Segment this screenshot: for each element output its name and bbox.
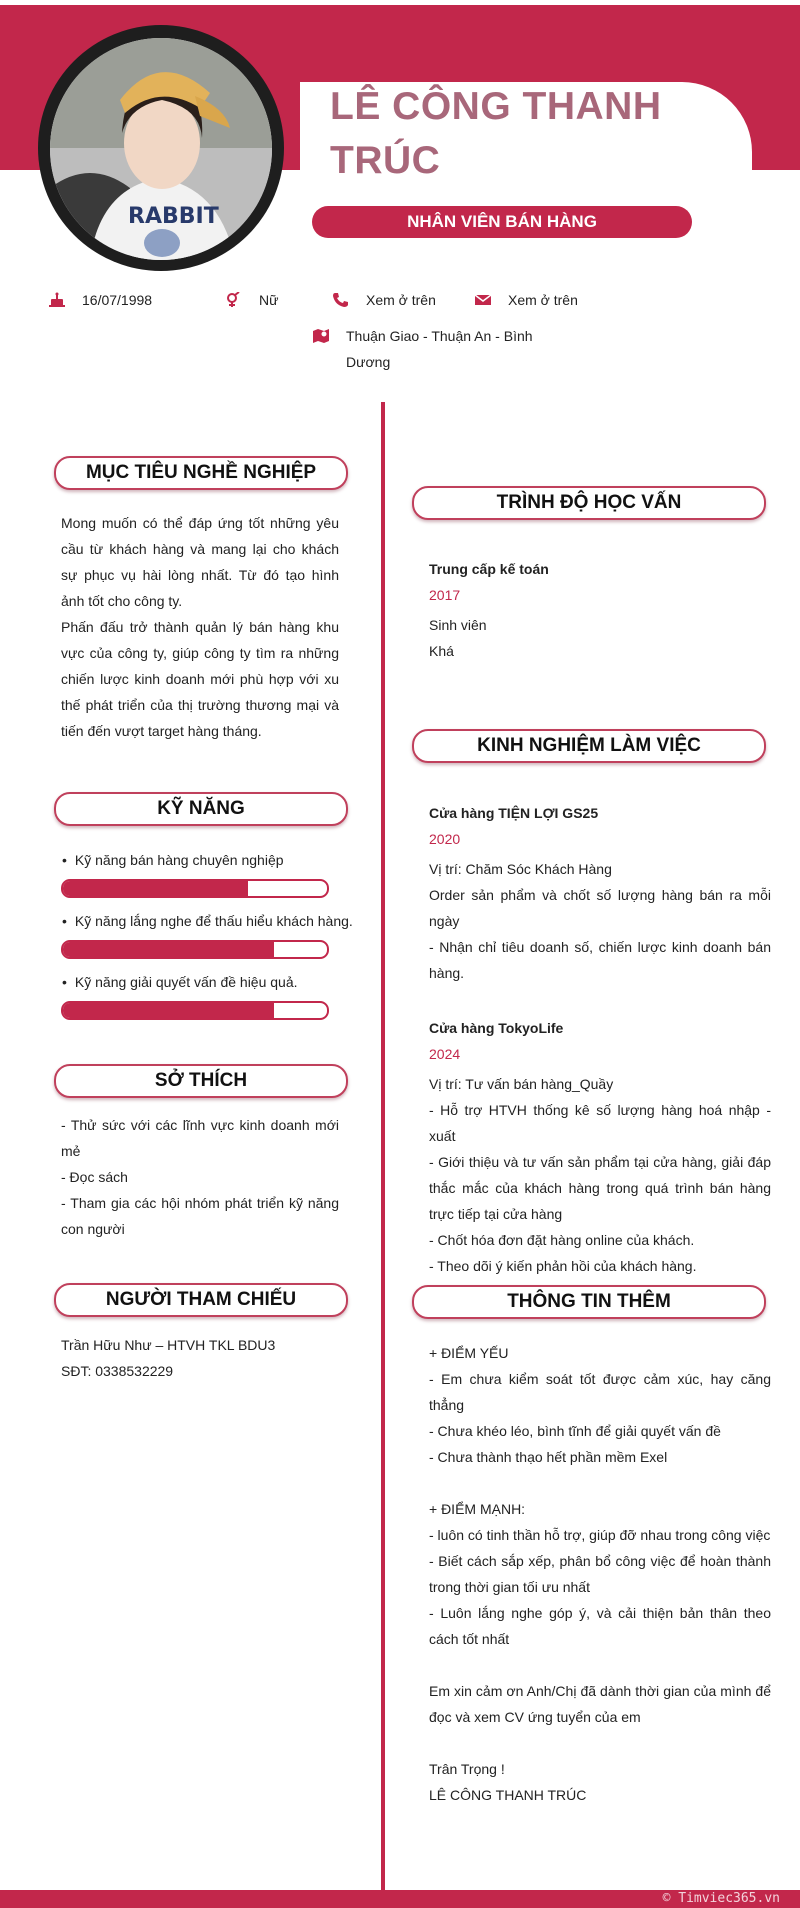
svg-text:RABBIT: RABBIT xyxy=(128,204,219,229)
skills-heading: KỸ NĂNG xyxy=(54,792,348,826)
job-title: NHÂN VIÊN BÁN HÀNG xyxy=(312,206,692,238)
objective-text xyxy=(61,510,339,744)
birthday-value: 16/07/1998 xyxy=(82,292,153,308)
education-block xyxy=(429,556,771,664)
phone-info xyxy=(332,292,436,308)
education-line: Sinh viên xyxy=(429,617,487,633)
weakness-line: - Chưa thành thạo hết phần mềm Exel xyxy=(429,1449,668,1465)
hobbies-heading: SỞ THÍCH xyxy=(54,1064,348,1098)
education-heading: TRÌNH ĐỘ HỌC VẤN xyxy=(412,486,766,520)
extra-block xyxy=(429,1340,771,1808)
school-name: Trung cấp kế toán xyxy=(429,561,549,577)
signature-text: LÊ CÔNG THANH TRÚC xyxy=(429,1787,587,1803)
gender-info xyxy=(225,292,278,308)
hobbies-text xyxy=(61,1112,339,1242)
education-line: Khá xyxy=(429,643,454,659)
job-company: Cửa hàng TIỆN LỢI GS25 xyxy=(429,805,599,821)
hobby-line: - Thử sức với các lĩnh vực kinh doanh mới mẻ xyxy=(61,1117,339,1159)
avatar-illustration xyxy=(50,38,272,260)
references-heading: NGƯỜI THAM CHIẾU xyxy=(54,1283,348,1317)
skill-label: • Kỹ năng giải quyết vấn đề hiệu quả. xyxy=(62,974,298,990)
strength-title: + ĐIỂM MẠNH: xyxy=(429,1501,526,1517)
job-line: - Chốt hóa đơn đặt hàng online của khách. xyxy=(429,1232,695,1248)
strength-line: - luôn có tinh thần hỗ trợ, giúp đỡ nhau trong công việc xyxy=(429,1527,771,1543)
job-line: - Theo dõi ý kiến phản hồi của khách hàng. xyxy=(429,1258,697,1274)
hobby-line: - Đọc sách xyxy=(61,1169,128,1185)
map-icon xyxy=(312,328,334,344)
footer-watermark: © Timviec365.vn xyxy=(662,1891,780,1906)
cake-icon xyxy=(48,292,70,308)
references-text xyxy=(61,1332,339,1384)
objective-paragraph: Phấn đấu trở thành quản lý bán hàng khu vực của công ty, giúp công ty tìm ra những chiến lược kinh doanh mới phù hợp với xu thế phát triển của thị trường thương mại và tiến đến vượt target hàng tháng. xyxy=(61,619,339,739)
reference-line: Trần Hữu Như – HTVH TKL BDU3 xyxy=(61,1337,276,1353)
thanks-text: Em xin cảm ơn Anh/Chị đã dành thời gian của mình để đọc và xem CV ứng tuyển của em xyxy=(429,1683,771,1725)
birthday-info xyxy=(48,292,152,308)
column-divider xyxy=(381,402,385,1890)
objective-paragraph: Mong muốn có thể đáp ứng tốt những yêu cầu từ khách hàng và mang lại cho khách sự phục vụ hài lòng nhất. Từ đó tạo hình ảnh tốt cho công ty. xyxy=(61,515,339,609)
skill-bar-fill xyxy=(63,942,274,957)
closing-text: Trân Trọng ! xyxy=(429,1761,505,1777)
skill-bar xyxy=(61,1001,329,1020)
skill-bar-fill xyxy=(63,881,248,896)
footer-band xyxy=(0,1890,800,1908)
phone-value: Xem ở trên xyxy=(366,292,436,308)
job-line: Order sản phẩm và chốt số lượng hàng bán ra mỗi ngày xyxy=(429,887,771,929)
address-value: Thuận Giao - Thuận An - Bình Dương xyxy=(346,328,533,370)
skill-bar xyxy=(61,879,329,898)
address-info xyxy=(312,328,541,375)
skill-label: • Kỹ năng lắng nghe để thấu hiểu khách hàng. xyxy=(62,913,353,929)
job-role: Vị trí: Tư vấn bán hàng_Quầy xyxy=(429,1076,614,1092)
education-year: 2017 xyxy=(429,587,461,603)
extra-heading: THÔNG TIN THÊM xyxy=(412,1285,766,1319)
experience-heading: KINH NGHIỆM LÀM VIỆC xyxy=(412,729,766,763)
weakness-line: - Chưa khéo léo, bình tĩnh để giải quyết vấn đề xyxy=(429,1423,721,1439)
avatar xyxy=(50,38,272,260)
job-year: 2020 xyxy=(429,831,461,847)
mail-icon xyxy=(474,292,496,308)
job-line: - Hỗ trợ HTVH thống kê số lượng hàng hoá nhập - xuất xyxy=(429,1102,771,1144)
skill-bar-fill xyxy=(63,1003,274,1018)
objective-heading: MỤC TIÊU NGHỀ NGHIỆP xyxy=(54,456,348,490)
weakness-title: + ĐIỂM YẾU xyxy=(429,1345,509,1361)
gender-value: Nữ xyxy=(259,292,279,308)
candidate-name: LÊ CÔNG THANH TRÚC xyxy=(330,85,662,182)
gender-icon xyxy=(225,292,247,308)
reference-line: SĐT: 0338532229 xyxy=(61,1363,174,1379)
strength-line: - Biết cách sắp xếp, phân bổ công việc để hoàn thành trong thời gian tối ưu nhất xyxy=(429,1553,771,1595)
hobby-line: - Tham gia các hội nhóm phát triển kỹ năng con người xyxy=(61,1195,339,1237)
experience-job xyxy=(429,1015,771,1279)
job-role: Vị trí: Chăm Sóc Khách Hàng xyxy=(429,861,612,877)
weakness-line: - Em chưa kiểm soát tốt được cảm xúc, hay căng thẳng xyxy=(429,1371,771,1413)
job-line: - Giới thiệu và tư vấn sản phẩm tại cửa hàng, giải đáp thắc mắc của khách hàng trong quá trình bán hàng trực tiếp tại cửa hàng xyxy=(429,1154,771,1222)
skill-bar xyxy=(61,940,329,959)
skill-label: • Kỹ năng bán hàng chuyên nghiệp xyxy=(62,852,284,868)
strength-line: - Luôn lắng nghe góp ý, và cải thiện bản thân theo cách tốt nhất xyxy=(429,1605,771,1647)
phone-icon xyxy=(332,292,354,308)
email-value: Xem ở trên xyxy=(508,292,578,308)
job-year: 2024 xyxy=(429,1046,461,1062)
email-info xyxy=(474,292,578,308)
job-line: - Nhận chỉ tiêu doanh số, chiến lược kinh doanh bán hàng. xyxy=(429,939,771,981)
experience-job xyxy=(429,800,771,986)
job-company: Cửa hàng TokyoLife xyxy=(429,1020,564,1036)
